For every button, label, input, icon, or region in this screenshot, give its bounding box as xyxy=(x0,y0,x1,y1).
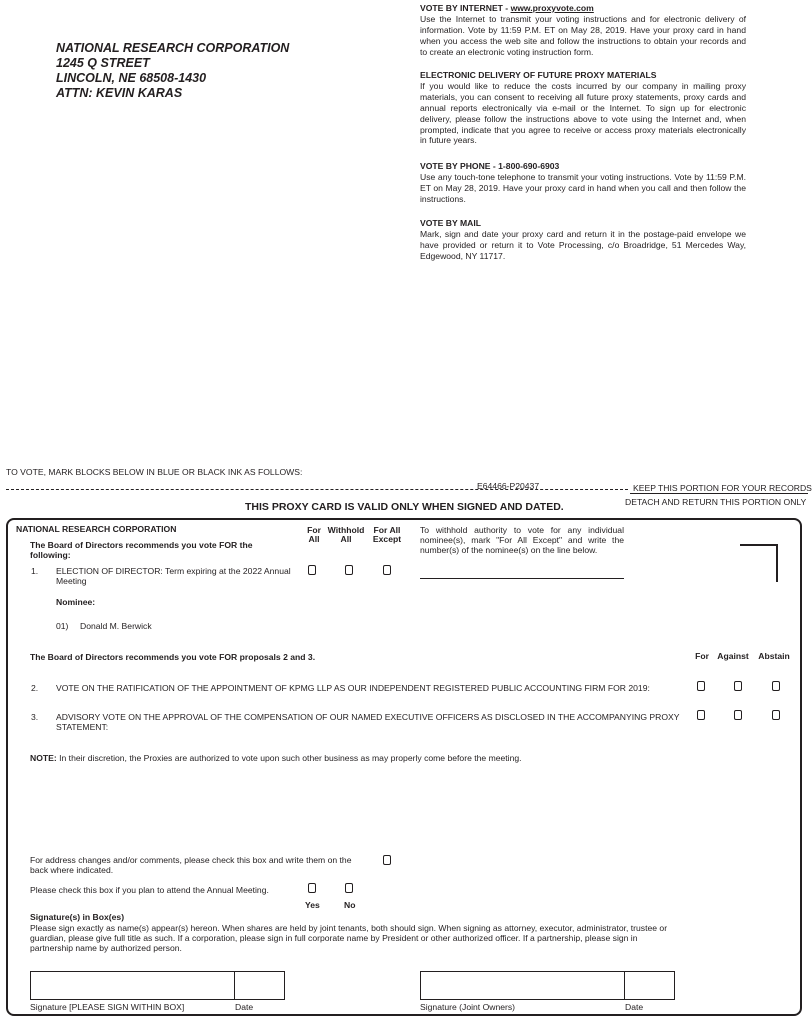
signature-instructions: Please sign exactly as name(s) appear(s) hereon. When shares are held by joint tenants, both should sign. When signing as attorney, executor, administrator, trustee or guardian, please give full title as such. If a corporation, please sign in full corporate name by President or other authorized officer. If a partnership, please sign in partnership name by authorized person. xyxy=(30,923,668,953)
mail-text: Mark, sign and date your proxy card and return it in the postage-paid envelope we have provided or return it to Vote Processing, c/o Broadridge, 51 Mercedes Way, Edgewood, NY 11717. xyxy=(420,228,746,261)
attend-yes-label: Yes xyxy=(305,900,320,910)
item1-number: 1. xyxy=(31,566,39,576)
address-line-1: NATIONAL RESEARCH CORPORATION xyxy=(56,41,290,55)
item3-checkbox-abstain[interactable] xyxy=(772,710,780,720)
attend-no-checkbox[interactable] xyxy=(345,883,353,893)
address-line-2: 1245 Q STREET xyxy=(56,56,150,70)
note xyxy=(30,753,522,763)
withhold-instruction: To withhold authority to vote for any individual nominee(s), mark "For All Except" and write the number(s) of the nominee(s) on the line below. xyxy=(420,525,624,555)
address-change-text: For address changes and/or comments, please check this box and write them on the back where indicated. xyxy=(30,855,352,875)
nominee-exception-line[interactable] xyxy=(420,578,624,579)
board-recommend-2: The Board of Directors recommends you vote FOR proposals 2 and 3. xyxy=(30,652,316,662)
nominee-number: 01) xyxy=(56,621,69,631)
col-withhold-all: Withhold All xyxy=(327,525,365,544)
col-for-all: For All xyxy=(307,525,321,544)
control-code: E64466-P20437 xyxy=(477,481,540,491)
col-for-all-except: For All Except xyxy=(372,525,402,544)
date-2-label: Date xyxy=(625,1002,644,1012)
signature-box-2-divider xyxy=(624,971,625,1000)
item2-text: VOTE ON THE RATIFICATION OF THE APPOINTMENT OF KPMG LLP AS OUR INDEPENDENT REGISTERED PUBLIC ACCOUNTING FIRM FOR 2019: xyxy=(56,683,650,693)
signature-heading: Signature(s) in Box(es) xyxy=(30,912,125,922)
attend-no-label: No xyxy=(344,900,356,910)
item2-number: 2. xyxy=(31,683,39,693)
phone-text: Use any touch-tone telephone to transmit your voting instructions. Vote by 11:59 P.M. ET on May 28, 2019. Have your proxy card in hand when you call and then follow the instructions. xyxy=(420,171,746,204)
corner-mark xyxy=(740,544,778,582)
mail-heading: VOTE BY MAIL xyxy=(420,218,481,228)
nominee-name: Donald M. Berwick xyxy=(80,621,152,631)
signature-2-label: Signature (Joint Owners) xyxy=(420,1002,516,1012)
address-change-checkbox[interactable] xyxy=(383,855,391,865)
address-line-4: ATTN: KEVIN KARAS xyxy=(56,86,183,100)
phone-heading: VOTE BY PHONE - 1-800-690-6903 xyxy=(420,161,560,171)
signature-box-1[interactable] xyxy=(30,971,285,1000)
checkbox-for-all[interactable] xyxy=(308,565,316,575)
item1-text: ELECTION OF DIRECTOR: Term expiring at the 2022 Annual Meeting xyxy=(56,566,291,586)
attend-yes-checkbox[interactable] xyxy=(308,883,316,893)
note-text: In their discretion, the Proxies are authorized to vote upon such other business as may properly come before the meeting. xyxy=(56,753,522,763)
col-for: For xyxy=(695,651,709,661)
col-against: Against xyxy=(717,651,749,661)
item3-number: 3. xyxy=(31,712,39,722)
company-name: NATIONAL RESEARCH CORPORATION xyxy=(16,524,177,534)
internet-heading: VOTE BY INTERNET - www.proxyvote.com xyxy=(420,3,594,13)
edelivery-text: If you would like to reduce the costs incurred by our company in mailing proxy materials, you can consent to receiving all future proxy statements, proxy cards and annual reports electronically via e-mail or the Internet. To sign up for electronic delivery, please follow the instructions above to vote using the Internet and, when prompted, indicate that you agree to receive or access proxy materials electronically in future years. xyxy=(420,80,746,146)
keep-portion-label: KEEP THIS PORTION FOR YOUR RECORDS xyxy=(633,483,812,493)
item3-checkbox-against[interactable] xyxy=(734,710,742,720)
internet-text: Use the Internet to transmit your voting instructions and for electronic delivery of information. Vote by 11:59 P.M. ET on May 28, 2019. Have your proxy card in hand when you access the web site and follow the instructions to obtain your records and to create an electronic voting instruction form. xyxy=(420,13,746,57)
nominee-label: Nominee: xyxy=(56,597,96,607)
address-line-3: LINCOLN, NE 68508-1430 xyxy=(56,71,207,85)
phone-voting-section xyxy=(420,161,746,205)
detach-line xyxy=(6,489,628,490)
checkbox-withhold-all[interactable] xyxy=(345,565,353,575)
signature-box-2[interactable] xyxy=(420,971,675,1000)
item2-checkbox-for[interactable] xyxy=(697,681,705,691)
mark-instruction: TO VOTE, MARK BLOCKS BELOW IN BLUE OR BLACK INK AS FOLLOWS: xyxy=(6,467,303,477)
valid-notice: THIS PROXY CARD IS VALID ONLY WHEN SIGNED AND DATED. xyxy=(245,501,564,513)
edelivery-section xyxy=(420,70,746,146)
item2-checkbox-abstain[interactable] xyxy=(772,681,780,691)
item2-checkbox-against[interactable] xyxy=(734,681,742,691)
keep-underline xyxy=(630,493,808,494)
item3-text: ADVISORY VOTE ON THE APPROVAL OF THE COMPENSATION OF OUR NAMED EXECUTIVE OFFICERS AS DISCLOSED IN THE ACCOMPANYING PROXY STATEMENT: xyxy=(56,712,680,732)
mail-voting-section xyxy=(420,218,746,262)
note-label: NOTE: xyxy=(30,753,57,763)
date-1-label: Date xyxy=(235,1002,254,1012)
signature-1-label: Signature [PLEASE SIGN WITHIN BOX] xyxy=(30,1002,185,1012)
internet-voting-section xyxy=(420,3,746,58)
mailing-address xyxy=(56,41,289,101)
checkbox-for-all-except[interactable] xyxy=(383,565,391,575)
item3-checkbox-for[interactable] xyxy=(697,710,705,720)
proxyvote-link[interactable]: www.proxyvote.com xyxy=(510,3,594,13)
detach-portion-label: DETACH AND RETURN THIS PORTION ONLY xyxy=(625,497,807,507)
board-recommend-1: The Board of Directors recommends you vote FOR the following: xyxy=(30,540,253,560)
edelivery-heading: ELECTRONIC DELIVERY OF FUTURE PROXY MATERIALS xyxy=(420,70,657,80)
signature-box-1-divider xyxy=(234,971,235,1000)
attend-text: Please check this box if you plan to attend the Annual Meeting. xyxy=(30,885,269,895)
col-abstain: Abstain xyxy=(758,651,790,661)
